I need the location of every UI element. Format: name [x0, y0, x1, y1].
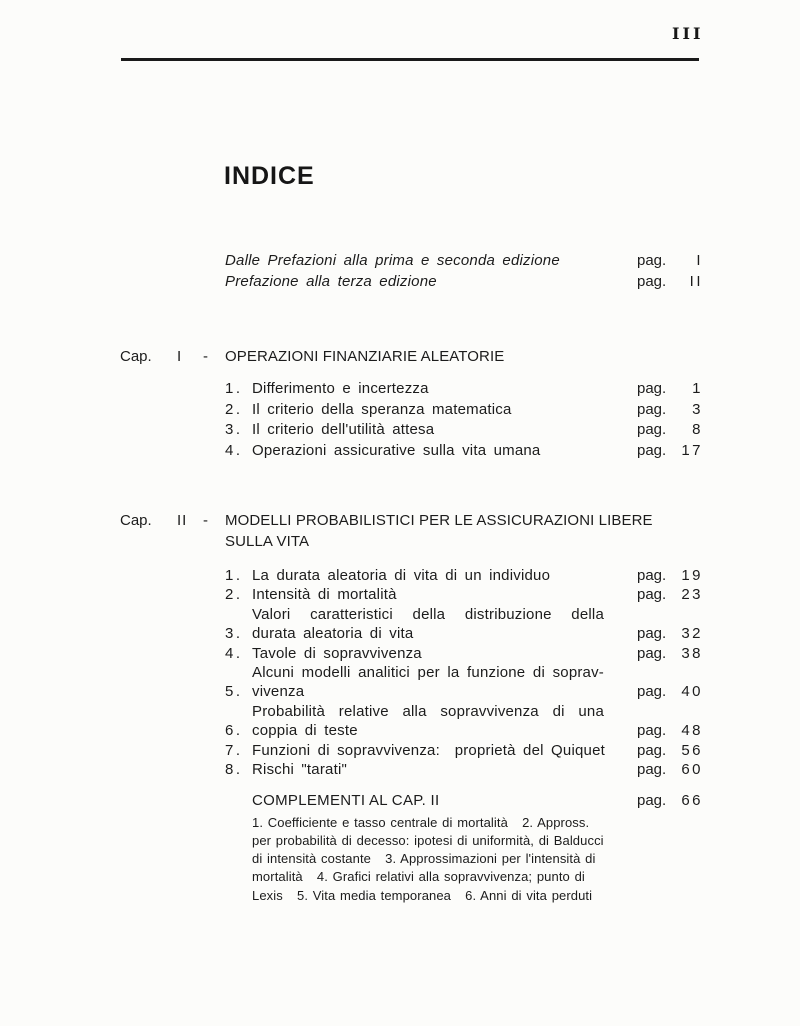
- entry-number: 3.: [225, 625, 243, 643]
- entry-number: 2.: [225, 400, 243, 418]
- entry-number: 3.: [225, 421, 243, 438]
- preface-entry: [225, 250, 703, 271]
- chapter-title: [225, 510, 685, 552]
- pag-label: pag.: [637, 741, 667, 759]
- pag-label: pag.: [637, 400, 667, 418]
- entry-number: 2.: [225, 586, 243, 604]
- cap-numeral: II: [177, 512, 188, 529]
- page-ref: 56: [681, 741, 703, 759]
- pag-label: pag.: [637, 380, 667, 397]
- preface-entry-title: Dalle Prefazioni alla prima e seconda edizione: [225, 252, 560, 269]
- toc-entry: [225, 441, 703, 462]
- entry-number: 5.: [225, 683, 243, 701]
- cap-dash: -: [203, 348, 208, 365]
- entry-number: 4.: [225, 441, 243, 459]
- entry-title-line: coppia di teste: [252, 722, 358, 740]
- divider-rule: [121, 58, 699, 61]
- abstract-line: per probabilità di decesso: ipotesi di uniformità, di Balducci: [252, 833, 604, 849]
- toc-entry: [225, 379, 703, 400]
- page-ref: 32: [681, 625, 703, 643]
- toc-entry: [225, 760, 703, 779]
- entry-number: 6.: [225, 722, 243, 740]
- abstract-line: Lexis 5. Vita media temporanea 6. Anni di vita perduti: [252, 887, 593, 903]
- entry-title: Differimento e incertezza: [252, 380, 429, 397]
- preface-entry-title: Prefazione alla terza edizione: [225, 273, 437, 290]
- toc-entry: [225, 663, 703, 702]
- complements-heading-row: [225, 791, 703, 810]
- page-ref: 8: [692, 421, 703, 438]
- entry-title-line: Alcuni modelli analitici per la funzione di soprav-: [252, 664, 604, 682]
- cap-label: Cap.: [120, 348, 152, 365]
- preface-list: [225, 250, 703, 292]
- pag-label: pag.: [637, 683, 667, 701]
- pag-label: pag.: [637, 644, 667, 662]
- page-ref: 66: [681, 792, 703, 810]
- abstract-line: di intensità costante 3. Approssimazioni per l'intensità di: [252, 851, 596, 867]
- entry-number: 1.: [225, 380, 243, 397]
- pag-label: pag.: [637, 722, 667, 740]
- pag-label: pag.: [637, 273, 667, 290]
- entry-title-line: vivenza: [252, 683, 305, 701]
- pag-label: pag.: [637, 761, 667, 779]
- entry-title-line: Probabilità relative alla sopravvivenza di una: [252, 702, 604, 720]
- page-ref: 19: [681, 567, 703, 584]
- pag-label: pag.: [637, 625, 667, 643]
- page-ref: I: [696, 252, 703, 269]
- entry-number: 4.: [225, 644, 243, 662]
- toc-entry: [225, 644, 703, 663]
- toc-entry: [225, 566, 703, 585]
- entry-title: Il criterio dell'utilità attesa: [252, 421, 435, 438]
- pag-label: pag.: [637, 441, 667, 459]
- entry-title: Tavole di sopravvivenza: [252, 644, 422, 662]
- cap-label: Cap.: [120, 512, 152, 529]
- entry-number: 8.: [225, 761, 243, 779]
- preface-entry: [225, 271, 703, 292]
- pag-label: pag.: [637, 586, 667, 604]
- complements-abstract: [252, 814, 703, 905]
- entry-number: 7.: [225, 741, 243, 759]
- page-ref: 40: [681, 683, 703, 701]
- chapter-heading-2: [120, 510, 710, 552]
- entry-title: Rischi "tarati": [252, 761, 348, 779]
- toc-entry: [225, 741, 703, 760]
- entry-title: Intensità di mortalità: [252, 586, 397, 604]
- toc-entry: [225, 400, 703, 421]
- entry-title: La durata aleatoria di vita di un individuo: [252, 567, 551, 584]
- abstract-line: mortalità 4. Grafici relativi alla sopravvivenza; punto di: [252, 869, 585, 885]
- entry-title: Operazioni assicurative sulla vita umana: [252, 441, 541, 459]
- toc-entry: [225, 605, 703, 644]
- page-folio: III: [672, 24, 704, 43]
- pag-label: pag.: [637, 792, 667, 810]
- page-ref: 60: [681, 761, 703, 779]
- abstract-line: 1. Coefficiente e tasso centrale di mortalità 2. Appross.: [252, 814, 590, 830]
- cap-dash: -: [203, 512, 208, 529]
- page-ref: 38: [681, 644, 703, 662]
- chapter-heading-1: [120, 346, 710, 367]
- pag-label: pag.: [637, 252, 667, 269]
- entry-title-line: Valori caratteristici della distribuzione della: [252, 605, 604, 623]
- chapter-title-line: MODELLI PROBABILISTICI PER LE ASSICURAZIONI LIBERE: [225, 512, 653, 529]
- page-ref: 48: [681, 722, 703, 740]
- page-ref: 3: [692, 400, 703, 418]
- page-ref: 23: [681, 586, 703, 604]
- cap-numeral: I: [177, 348, 183, 365]
- entry-number: 1.: [225, 567, 243, 584]
- chapter-1-items: [225, 379, 703, 461]
- chapter-title: OPERAZIONI FINANZIARIE ALEATORIE: [225, 348, 505, 365]
- entry-title-line: durata aleatoria di vita: [252, 625, 414, 643]
- toc-entry: [225, 585, 703, 604]
- chapter-title-line: SULLA VITA: [225, 533, 310, 550]
- page-title: INDICE: [224, 162, 315, 190]
- complements-heading: COMPLEMENTI AL CAP. II: [252, 792, 440, 810]
- pag-label: pag.: [637, 421, 667, 438]
- pag-label: pag.: [637, 567, 667, 584]
- page-ref: 1: [692, 380, 703, 397]
- entry-title: Funzioni di sopravvivenza: proprietà del Quiquet: [252, 741, 605, 759]
- chapter-2-items: [225, 566, 703, 905]
- toc-entry: [225, 702, 703, 741]
- entry-title: Il criterio della speranza matematica: [252, 400, 512, 418]
- page-ref: II: [689, 273, 703, 290]
- toc-entry: [225, 420, 703, 441]
- page-ref: 17: [681, 441, 703, 459]
